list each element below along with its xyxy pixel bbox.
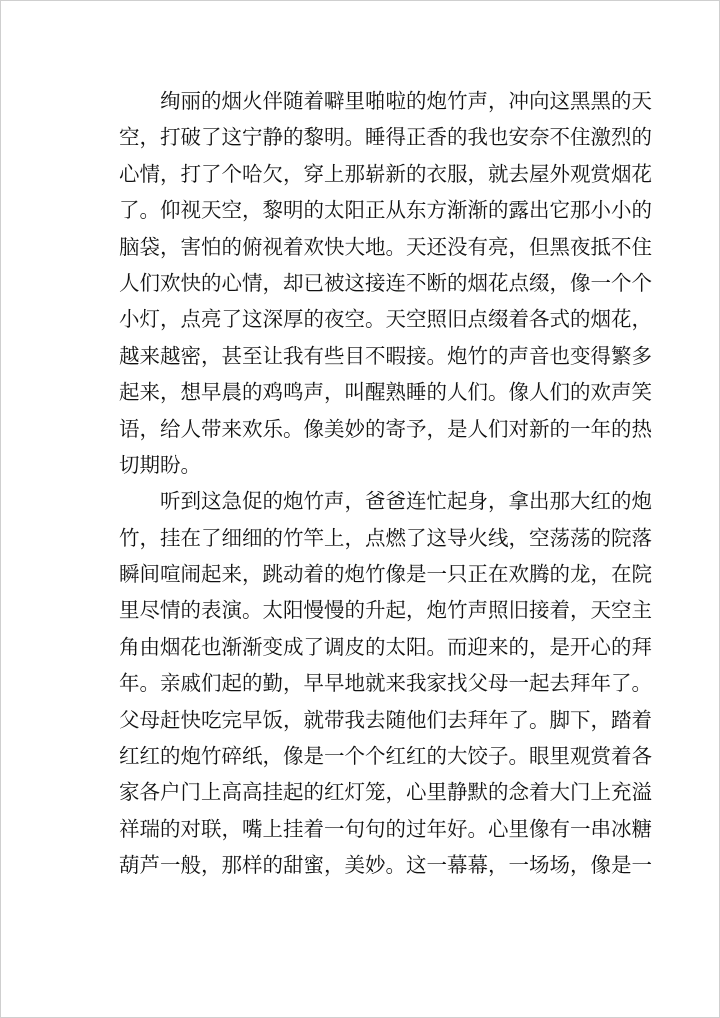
text-line: 角由烟花也渐渐变成了调皮的太阳。而迎来的，是开心的拜 — [119, 634, 652, 659]
text-line: 起来，想早晨的鸡鸣声，叫醒熟睡的人们。像人们的欢声笑 — [119, 380, 652, 405]
paragraph-1 — [119, 83, 652, 483]
body-text — [119, 83, 652, 884]
text-line: 竹，挂在了细细的竹竿上，点燃了这导火线，空荡荡的院落 — [119, 525, 652, 550]
text-line: 父母赶快吃完早饭，就带我去随他们去拜年了。脚下，踏着 — [119, 707, 652, 732]
text-line: 家各户门上高高挂起的红灯笼，心里静默的念着大门上充溢 — [119, 780, 652, 805]
text-line: 祥瑞的对联，嘴上挂着一句句的过年好。心里像有一串冰糖 — [119, 816, 652, 841]
text-line: 瞬间喧闹起来，跳动着的炮竹像是一只正在欢腾的龙，在院 — [119, 562, 652, 587]
text-line: 小灯，点亮了这深厚的夜空。天空照旧点缀着各式的烟花， — [119, 307, 652, 332]
text-line: 语，给人带来欢乐。像美妙的寄予，是人们对新的一年的热 — [119, 416, 652, 441]
text-line: 切期盼。 — [119, 452, 201, 477]
text-line: 人们欢快的心情，却已被这接连不断的烟花点缀，像一个个 — [119, 270, 652, 295]
text-line: 越来越密，甚至让我有些目不暇接。炮竹的声音也变得繁多 — [119, 343, 652, 368]
text-line: 了。仰视天空，黎明的太阳正从东方渐渐的露出它那小小的 — [119, 198, 652, 223]
text-line: 听到这急促的炮竹声，爸爸连忙起身，拿出那大红的炮 — [160, 489, 652, 514]
text-line: 绚丽的烟火伴随着噼里啪啦的炮竹声，冲向这黑黑的天 — [160, 89, 652, 113]
text-line: 里尽情的表演。太阳慢慢的升起，炮竹声照旧接着，天空主 — [119, 598, 652, 623]
text-line: 葫芦一般，那样的甜蜜，美妙。这一幕幕，一场场，像是一 — [119, 853, 652, 878]
text-line: 年。亲戚们起的勤，早早地就来我家找父母一起去拜年了。 — [119, 671, 652, 696]
text-line: 空，打破了这宁静的黎明。睡得正香的我也安奈不住激烈的 — [119, 125, 652, 150]
text-line: 红红的炮竹碎纸，像是一个个红红的大饺子。眼里观赏着各 — [119, 744, 652, 769]
text-line: 脑袋，害怕的俯视着欢快大地。天还没有亮，但黑夜抵不住 — [119, 234, 652, 259]
text-line: 心情，打了个哈欠，穿上那崭新的衣服，就去屋外观赏烟花 — [119, 161, 652, 186]
paragraph-2 — [119, 483, 652, 883]
